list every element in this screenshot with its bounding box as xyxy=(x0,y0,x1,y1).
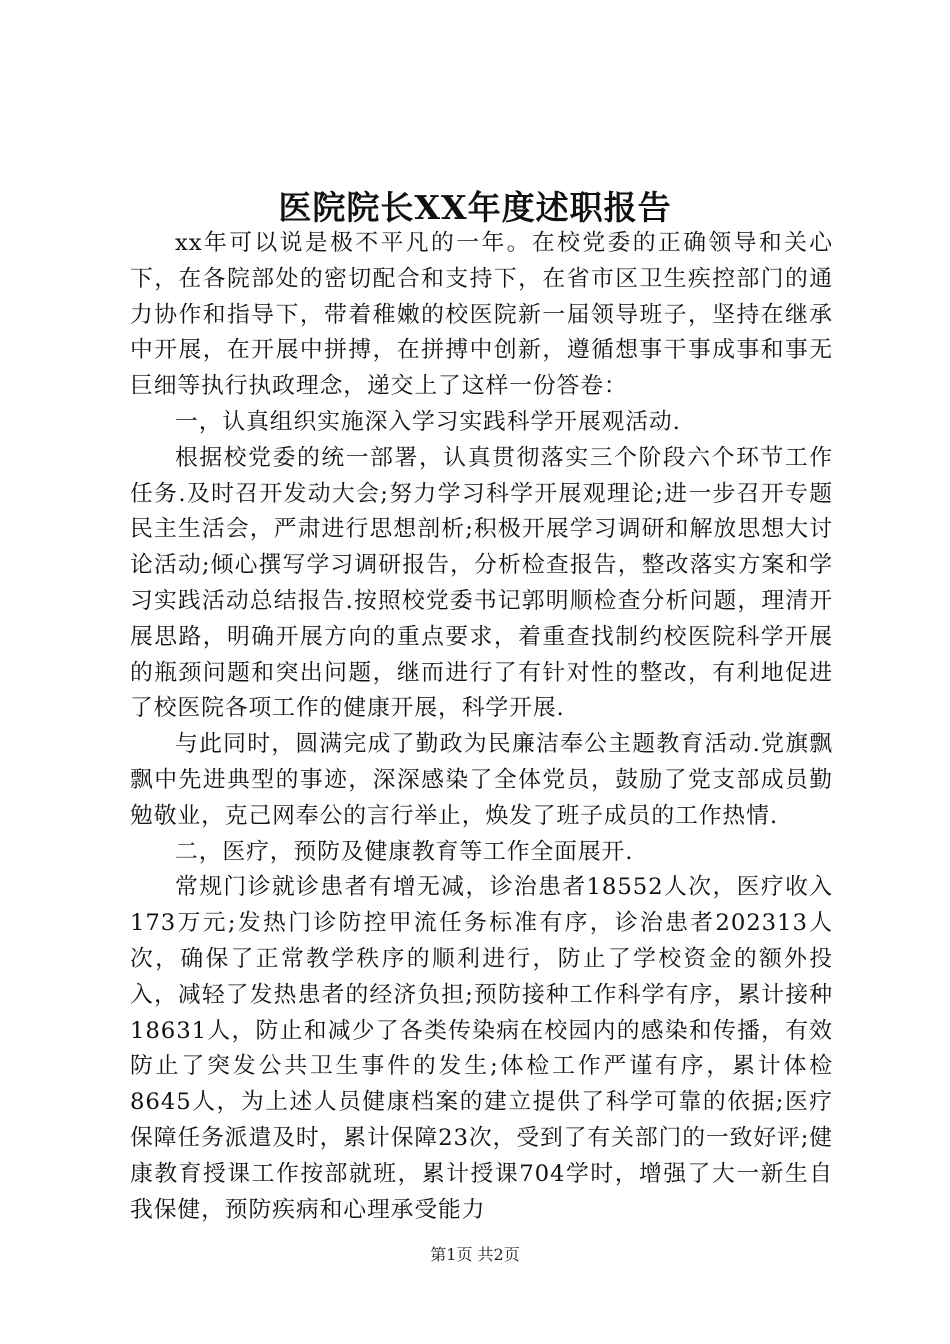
paragraph-medical-work: 常规门诊就诊患者有增无减，诊治患者18552人次，医疗收入173万元;发热门诊防控甲流任务标准有序，诊治患者202313人次，确保了正常教学秩序的顺利进行，防止了学校资金的额外投入，减轻了发热患者的经济负担;预防接种工作科学有序，累计接种18631人，防止和减少了各类传染病在校园内的感染和传播，有效防止了突发公共卫生事件的发生;体检工作严谨有序，累计体检8645人，为上述人员健康档案的建立提供了科学可靠的依据;医疗保障任务派遣及时，累计保障23次，受到了有关部门的一致好评;健康教育授课工作按部就班，累计授课704学时，增强了大一新生自我保健，预防疾病和心理承受能力 xyxy=(130,874,833,1223)
section-heading-2: 二，医疗，预防及健康教育等工作全面展开. xyxy=(175,838,634,865)
document-body xyxy=(130,226,833,1228)
paragraph-study-activity: 根据校党委的统一部署，认真贯彻落实三个阶段六个环节工作任务.及时召开发动大会;努力学习科学开展观理论;进一步召开专题民主生活会，严肃进行思想剖析;积极开展学习调研和解放思想大讨论活动;倾心撰写学习调研报告，分析检查报告，整改落实方案和学习实践活动总结报告.按照校党委书记郭明顺检查分析问题，理清开展思路，明确开展方向的重点要求，着重查找制约校医院科学开展的瓶颈问题和突出问题，继而进行了有针对性的整改，有利地促进了校医院各项工作的健康开展，科学开展. xyxy=(130,444,833,722)
paragraph-intro: xx年可以说是极不平凡的一年。在校党委的正确领导和关心下，在各院部处的密切配合和支持下，在省市区卫生疾控部门的通力协作和指导下，带着稚嫩的校医院新一届领导班子，坚持在继承中开展，在开展中拼搏，在拼搏中创新，遵循想事干事成事和事无巨细等执行执政理念，递交上了这样一份答卷： xyxy=(130,230,833,400)
page-number-footer: 第1页 共2页 xyxy=(430,1245,520,1264)
section-heading-1: 一，认真组织实施深入学习实践科学开展观活动. xyxy=(175,408,681,435)
paragraph-education-activity: 与此同时，圆满完成了勤政为民廉洁奉公主题教育活动.党旗飘飘中先进典型的事迹，深深感染了全体党员，鼓励了党支部成员勤勉敬业，克己网奉公的言行举止，焕发了班子成员的工作热情. xyxy=(130,731,833,829)
document-title: 医院院长XX年度述职报告 xyxy=(278,188,672,227)
